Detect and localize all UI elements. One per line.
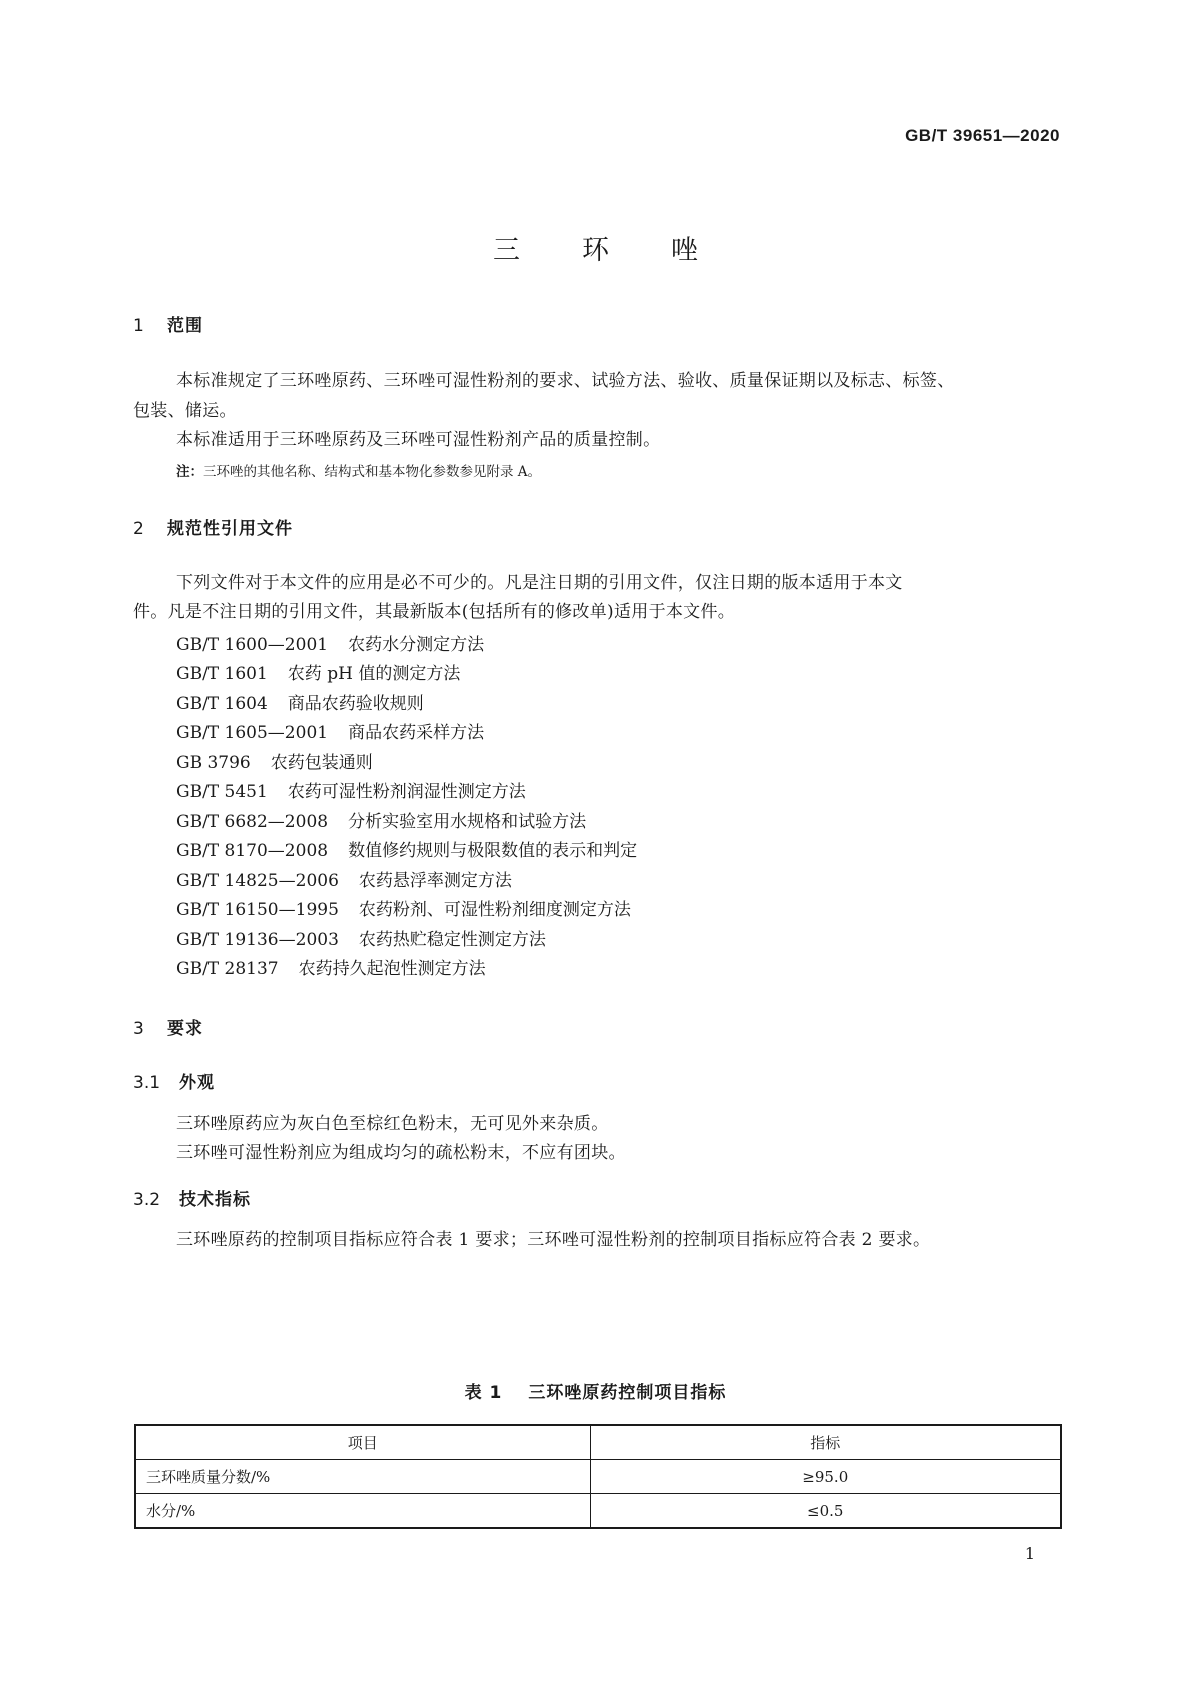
section-title: 外观: [179, 1073, 215, 1093]
section-3-heading: [133, 1014, 203, 1039]
section-number: 3.1: [133, 1073, 161, 1093]
references-intro-line-2: 件。凡是不注日期的引用文件，其最新版本(包括所有的修改单)适用于本文件。: [133, 602, 736, 622]
reference-item: [176, 718, 484, 743]
reference-code: GB/T 1600—2001: [176, 635, 329, 655]
reference-item: [176, 630, 484, 655]
column-header-item: 项目: [135, 1425, 590, 1460]
document-title: 三环唑: [493, 235, 760, 266]
reference-title: 商品农药采样方法: [348, 723, 485, 743]
section-3-1-heading: [133, 1068, 215, 1093]
reference-code: GB/T 28137: [176, 959, 279, 979]
section-number: 2: [133, 519, 144, 539]
reference-item: [176, 836, 637, 861]
table-row: [135, 1494, 1061, 1529]
reference-code: GB/T 1604: [176, 694, 268, 714]
reference-code: GB/T 1601: [176, 664, 268, 684]
reference-item: [176, 807, 586, 832]
reference-code: GB/T 16150—1995: [176, 900, 339, 920]
section-title: 要求: [167, 1019, 203, 1039]
reference-code: GB/T 5451: [176, 782, 268, 802]
section-number: 1: [133, 316, 144, 336]
section-number: 3: [133, 1019, 144, 1039]
reference-code: GB/T 6682—2008: [176, 812, 329, 832]
standard-number: GB/T 39651—2020: [905, 126, 1060, 145]
section-title: 范围: [167, 316, 203, 336]
reference-code: GB/T 1605—2001: [176, 723, 329, 743]
section-title: 规范性引用文件: [167, 519, 293, 539]
section-2-heading: [133, 514, 293, 539]
note-label: 注：: [176, 464, 203, 480]
section-3-2-heading: [133, 1185, 251, 1210]
reference-item: [176, 866, 512, 891]
reference-title: 数值修约规则与极限数值的表示和判定: [348, 841, 638, 861]
reference-code: GB 3796: [176, 753, 251, 773]
reference-item: [176, 659, 460, 684]
section-1-heading: [133, 311, 203, 336]
reference-item: [176, 689, 424, 714]
reference-title: 农药 pH 值的测定方法: [287, 664, 461, 684]
reference-code: GB/T 19136—2003: [176, 930, 339, 950]
reference-title: 商品农药验收规则: [287, 694, 424, 714]
reference-title: 分析实验室用水规格和试验方法: [348, 812, 587, 832]
reference-title: 农药持久起泡性测定方法: [298, 959, 486, 979]
reference-item: [176, 925, 546, 950]
section-number: 3.2: [133, 1190, 161, 1210]
appearance-paragraph-2: 三环唑可湿性粉剂应为组成均匀的疏松粉末，不应有团块。: [176, 1143, 626, 1163]
reference-title: 农药包装通则: [270, 753, 373, 773]
reference-item: [176, 895, 631, 920]
reference-item: [176, 748, 373, 773]
reference-item: [176, 954, 486, 979]
note-text: 三环唑的其他名称、结构式和基本物化参数参见附录 A。: [203, 464, 542, 480]
reference-code: GB/T 8170—2008: [176, 841, 329, 861]
reference-title: 农药水分测定方法: [348, 635, 485, 655]
reference-code: GB/T 14825—2006: [176, 871, 339, 891]
table-caption-text: 三环唑原药控制项目指标: [528, 1383, 727, 1403]
section-title: 技术指标: [179, 1190, 251, 1210]
reference-title: 农药可湿性粉剂润湿性测定方法: [287, 782, 526, 802]
table-cell-item: 水分/%: [135, 1494, 590, 1529]
reference-title: 农药粉剂、可湿性粉剂细度测定方法: [358, 900, 631, 920]
table-1-caption: [0, 1378, 1191, 1403]
references-intro-line-1: 下列文件对于本文件的应用是必不可少的。凡是注日期的引用文件，仅注日期的版本适用于本文: [176, 573, 903, 593]
table-label: 表 1: [464, 1383, 503, 1403]
table-cell-indicator: ≤0.5: [590, 1494, 1061, 1529]
table-cell-indicator: ≥95.0: [590, 1460, 1061, 1494]
table-header-row: [135, 1425, 1061, 1460]
appearance-paragraph-1: 三环唑原药应为灰白色至棕红色粉末，无可见外来杂质。: [176, 1114, 609, 1134]
scope-note: [176, 460, 541, 480]
scope-paragraph-1-line-1: 本标准规定了三环唑原药、三环唑可湿性粉剂的要求、试验方法、验收、质量保证期以及标志、标签、: [176, 371, 955, 391]
reference-item: [176, 777, 526, 802]
scope-paragraph-2: 本标准适用于三环唑原药及三环唑可湿性粉剂产品的质量控制。: [176, 430, 661, 450]
table-row: [135, 1460, 1061, 1494]
technical-indicators-paragraph: 三环唑原药的控制项目指标应符合表 1 要求；三环唑可湿性粉剂的控制项目指标应符合表 2 要求。: [176, 1230, 931, 1250]
reference-title: 农药悬浮率测定方法: [358, 871, 512, 891]
column-header-indicator: 指标: [590, 1425, 1061, 1460]
scope-paragraph-1-line-2: 包装、储运。: [133, 401, 237, 421]
reference-title: 农药热贮稳定性测定方法: [358, 930, 546, 950]
page-number: 1: [1024, 1544, 1035, 1563]
table-1: [134, 1424, 1062, 1529]
table-cell-item: 三环唑质量分数/%: [135, 1460, 590, 1494]
